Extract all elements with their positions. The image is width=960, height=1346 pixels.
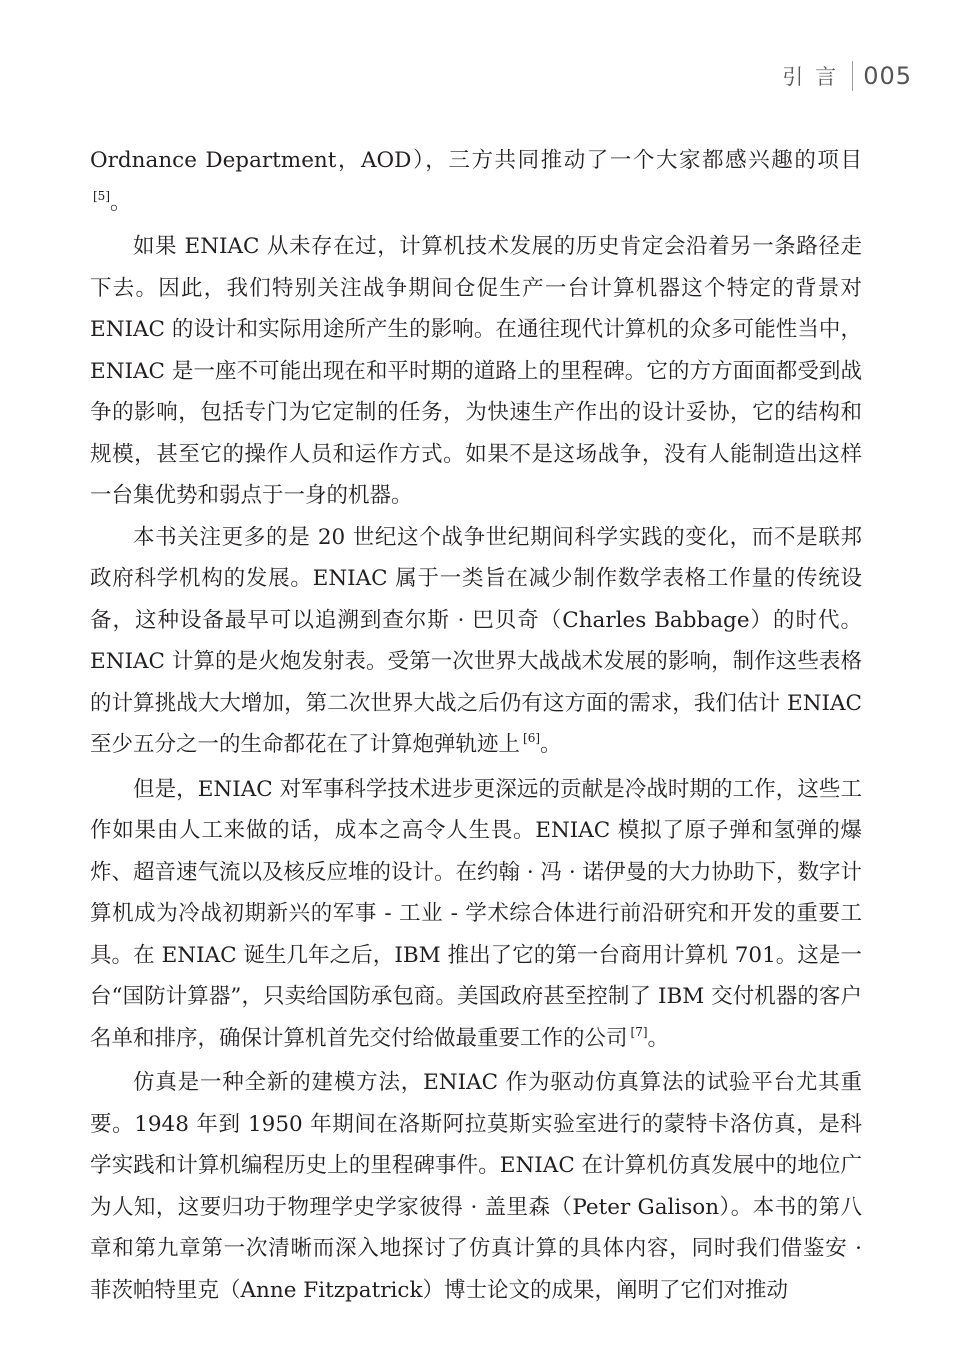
paragraph bbox=[90, 517, 862, 769]
section-title: 引言 bbox=[782, 65, 849, 89]
paragraph-tail: 。 bbox=[647, 1025, 670, 1051]
citation-ref: [7] bbox=[630, 1024, 648, 1039]
paragraph-tail: 。 bbox=[110, 189, 132, 215]
body-text bbox=[90, 140, 862, 1311]
page-number: 005 bbox=[863, 62, 912, 90]
paragraph bbox=[90, 1062, 862, 1311]
paragraph bbox=[90, 769, 862, 1063]
paragraph-text: 本书关注更多的是 20 世纪这个战争世纪期间科学实践的变化，而不是联邦政府科学机构的发展。ENIAC 属于一类旨在减少制作数学表格工作量的传统设备，这种设备最早可以追溯到查尔斯 · 巴贝奇（Charles Babbage）的时代。ENIAC 计算的是火炮发射表。受第一次世界大战战术发展的影响，制作这些表格的计算挑战大大增加，第二次世界大战之后仍有这方面的需求，我们估计 ENIAC 至少五分之一的生命都花在了计算炮弹轨迹上 bbox=[90, 524, 862, 757]
paragraph bbox=[90, 226, 862, 517]
running-header bbox=[782, 60, 912, 92]
paragraph-text: 仿真是一种全新的建模方法，ENIAC 作为驱动仿真算法的试验平台尤其重要。1948 年到 1950 年期间在洛斯阿拉莫斯实验室进行的蒙特卡洛仿真，是科学实践和计算机编程历史上的里程碑事件。ENIAC 在计算机仿真发展中的地位广为人知，这要归功于物理学史学家彼得 · 盖里森（Peter Galison）。本书的第八章和第九章第一次清晰而深入地探讨了仿真计算的具体内容，同时我们借鉴安 · 菲茨帕特里克（Anne Fitzpatrick）博士论文的成果，阐明了它们对推动 bbox=[90, 1070, 862, 1303]
paragraph-tail: 。 bbox=[540, 732, 562, 757]
header-divider bbox=[852, 61, 853, 91]
paragraph-text: 但是，ENIAC 对军事科学技术进步更深远的贡献是冷战时期的工作，这些工作如果由人工来做的话，成本之高令人生畏。ENIAC 模拟了原子弹和氢弹的爆炸、超音速气流以及核反应堆的设计。在约翰 · 冯 · 诺伊曼的大力协助下，数字计算机成为冷战初期新兴的军事 - 工业 - 学术综合体进行前沿研究和开发的重要工具。在 ENIAC 诞生几年之后，IBM 推出了它的第一台商用计算机 701。这是一台“国防计算器”，只卖给国防承包商。美国政府甚至控制了 IBM 交付机器的客户名单和排序，确保计算机首先交付给做最重要工作的公司 bbox=[90, 776, 863, 1051]
citation-ref: [6] bbox=[523, 731, 541, 745]
citation-ref: [5] bbox=[93, 188, 110, 203]
paragraph-continued bbox=[90, 140, 862, 226]
paragraph-text: Ordnance Department，AOD），三方共同推动了一个大家都感兴趣的项目 bbox=[90, 148, 862, 173]
paragraph-text: 如果 ENIAC 从未存在过，计算机技术发展的历史肯定会沿着另一条路径走下去。因此，我们特别关注战争期间仓促生产一台计算机器这个特定的背景对 ENIAC 的设计和实际用途所产生的影响。在通往现代计算机的众多可能性当中，ENIAC 是一座不可能出现在和平时期的道路上的里程碑。它的方方面面都受到战争的影响，包括专门为它定制的任务，为快速生产作出的设计妥协，它的结构和规模，甚至它的操作人员和运作方式。如果不是这场战争，没有人能制造出这样一台集优势和弱点于一身的机器。 bbox=[90, 234, 862, 508]
